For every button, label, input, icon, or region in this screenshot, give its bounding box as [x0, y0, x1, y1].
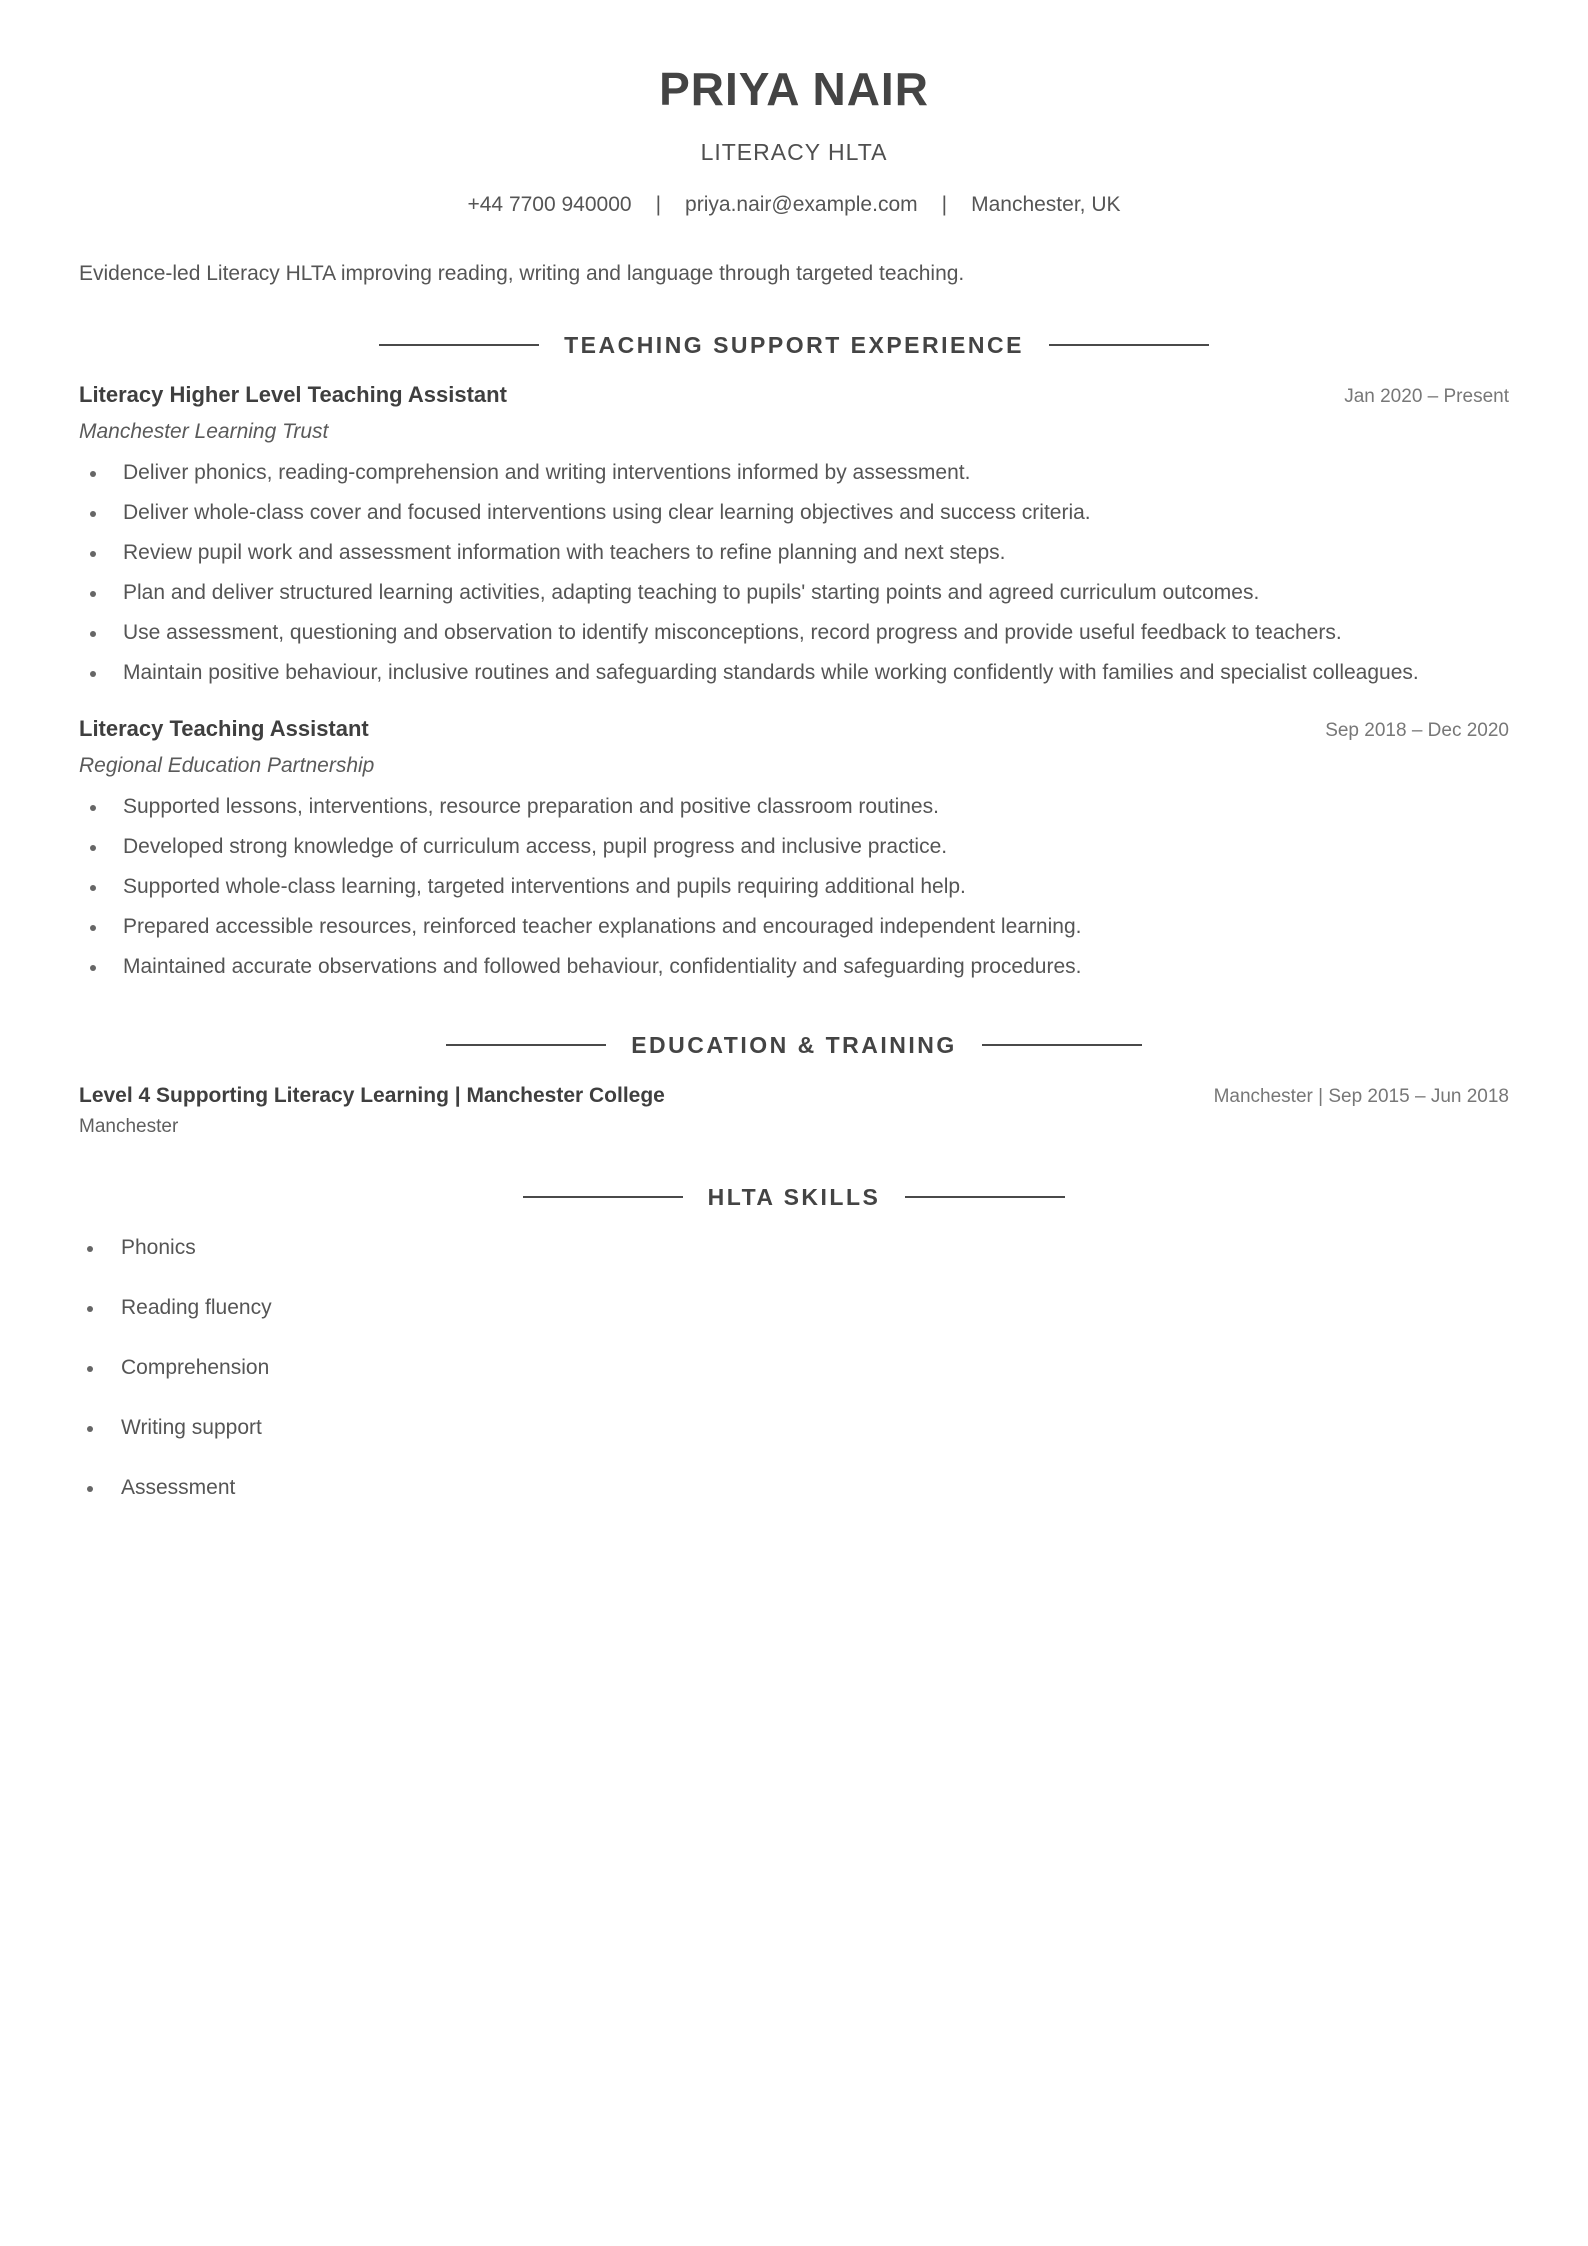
job-bullet: Deliver whole-class cover and focused interventions using clear learning objectives and success criteria.	[123, 493, 1509, 533]
job-entry	[79, 381, 1509, 693]
job-bullet: Supported whole-class learning, targeted interventions and pupils requiring additional help.	[123, 867, 1509, 907]
job-bullet: Developed strong knowledge of curriculum access, pupil progress and inclusive practice.	[123, 827, 1509, 867]
job-organisation: Regional Education Partnership	[79, 754, 375, 777]
section-rule-right	[905, 1196, 1065, 1198]
job-header	[79, 381, 1509, 409]
section-title: EDUCATION & TRAINING	[631, 1032, 957, 1058]
contact-line	[79, 192, 1509, 218]
section-rule-right	[982, 1044, 1142, 1046]
job-bullet: Plan and deliver structured learning activities, adapting teaching to pupils' starting points and agreed curriculum outcomes.	[123, 573, 1509, 613]
job-organisation: Manchester Learning Trust	[79, 420, 329, 443]
skill-item: Reading fluency	[121, 1295, 1509, 1321]
contact-location: Manchester, UK	[971, 193, 1121, 216]
contact-separator: |	[941, 193, 948, 216]
education-header	[79, 1083, 1509, 1109]
education-entry	[79, 1083, 1509, 1139]
job-bullet: Maintained accurate observations and followed behaviour, confidentiality and safeguarding procedures.	[123, 947, 1509, 987]
section-title: TEACHING SUPPORT EXPERIENCE	[564, 332, 1024, 358]
section-rule-left	[446, 1044, 606, 1046]
section-rule-right	[1049, 344, 1209, 346]
job-bullet: Deliver phonics, reading-comprehension and writing interventions informed by assessment.	[123, 453, 1509, 493]
section-header-education	[79, 1031, 1509, 1059]
skill-item: Assessment	[121, 1475, 1509, 1501]
section-header-skills	[79, 1183, 1509, 1211]
job-bullet: Review pupil work and assessment information with teachers to refine planning and next steps.	[123, 533, 1509, 573]
job-header	[79, 715, 1509, 743]
skill-item: Writing support	[121, 1415, 1509, 1441]
job-title: Literacy Teaching Assistant	[79, 716, 369, 741]
job-bullet: Use assessment, questioning and observation to identify misconceptions, record progress and provide useful feedback to teachers.	[123, 613, 1509, 653]
job-bullet: Supported lessons, interventions, resource preparation and positive classroom routines.	[123, 787, 1509, 827]
job-bullet: Prepared accessible resources, reinforced teacher explanations and encouraged independent learning.	[123, 907, 1509, 947]
section-rule-left	[379, 344, 539, 346]
contact-separator: |	[655, 193, 662, 216]
job-dates: Sep 2018 – Dec 2020	[1325, 720, 1509, 741]
skills-list	[79, 1235, 1509, 1501]
contact-email: priya.nair@example.com	[685, 193, 918, 216]
education-title: Level 4 Supporting Literacy Learning | Manchester College	[79, 1084, 665, 1107]
education-meta: Manchester | Sep 2015 – Jun 2018	[1213, 1086, 1509, 1107]
education-location: Manchester	[79, 1116, 179, 1137]
skill-item: Comprehension	[121, 1355, 1509, 1381]
candidate-name: PRIYA NAIR	[659, 63, 929, 115]
section-header-experience	[79, 331, 1509, 359]
section-rule-left	[523, 1196, 683, 1198]
job-entry	[79, 715, 1509, 987]
job-bullet: Maintain positive behaviour, inclusive routines and safeguarding standards while working confidently with families and specialist colleagues.	[123, 653, 1509, 693]
job-bullets	[79, 787, 1509, 987]
job-dates: Jan 2020 – Present	[1344, 386, 1509, 407]
contact-phone: +44 7700 940000	[467, 193, 632, 216]
section-title: HLTA SKILLS	[707, 1184, 881, 1210]
job-bullets	[79, 453, 1509, 693]
candidate-role: LITERACY HLTA	[700, 139, 888, 165]
job-title: Literacy Higher Level Teaching Assistant	[79, 382, 507, 407]
profile-summary: Evidence-led Literacy HLTA improving reading, writing and language through targeted teaching.	[79, 262, 965, 285]
skill-item: Phonics	[121, 1235, 1509, 1261]
